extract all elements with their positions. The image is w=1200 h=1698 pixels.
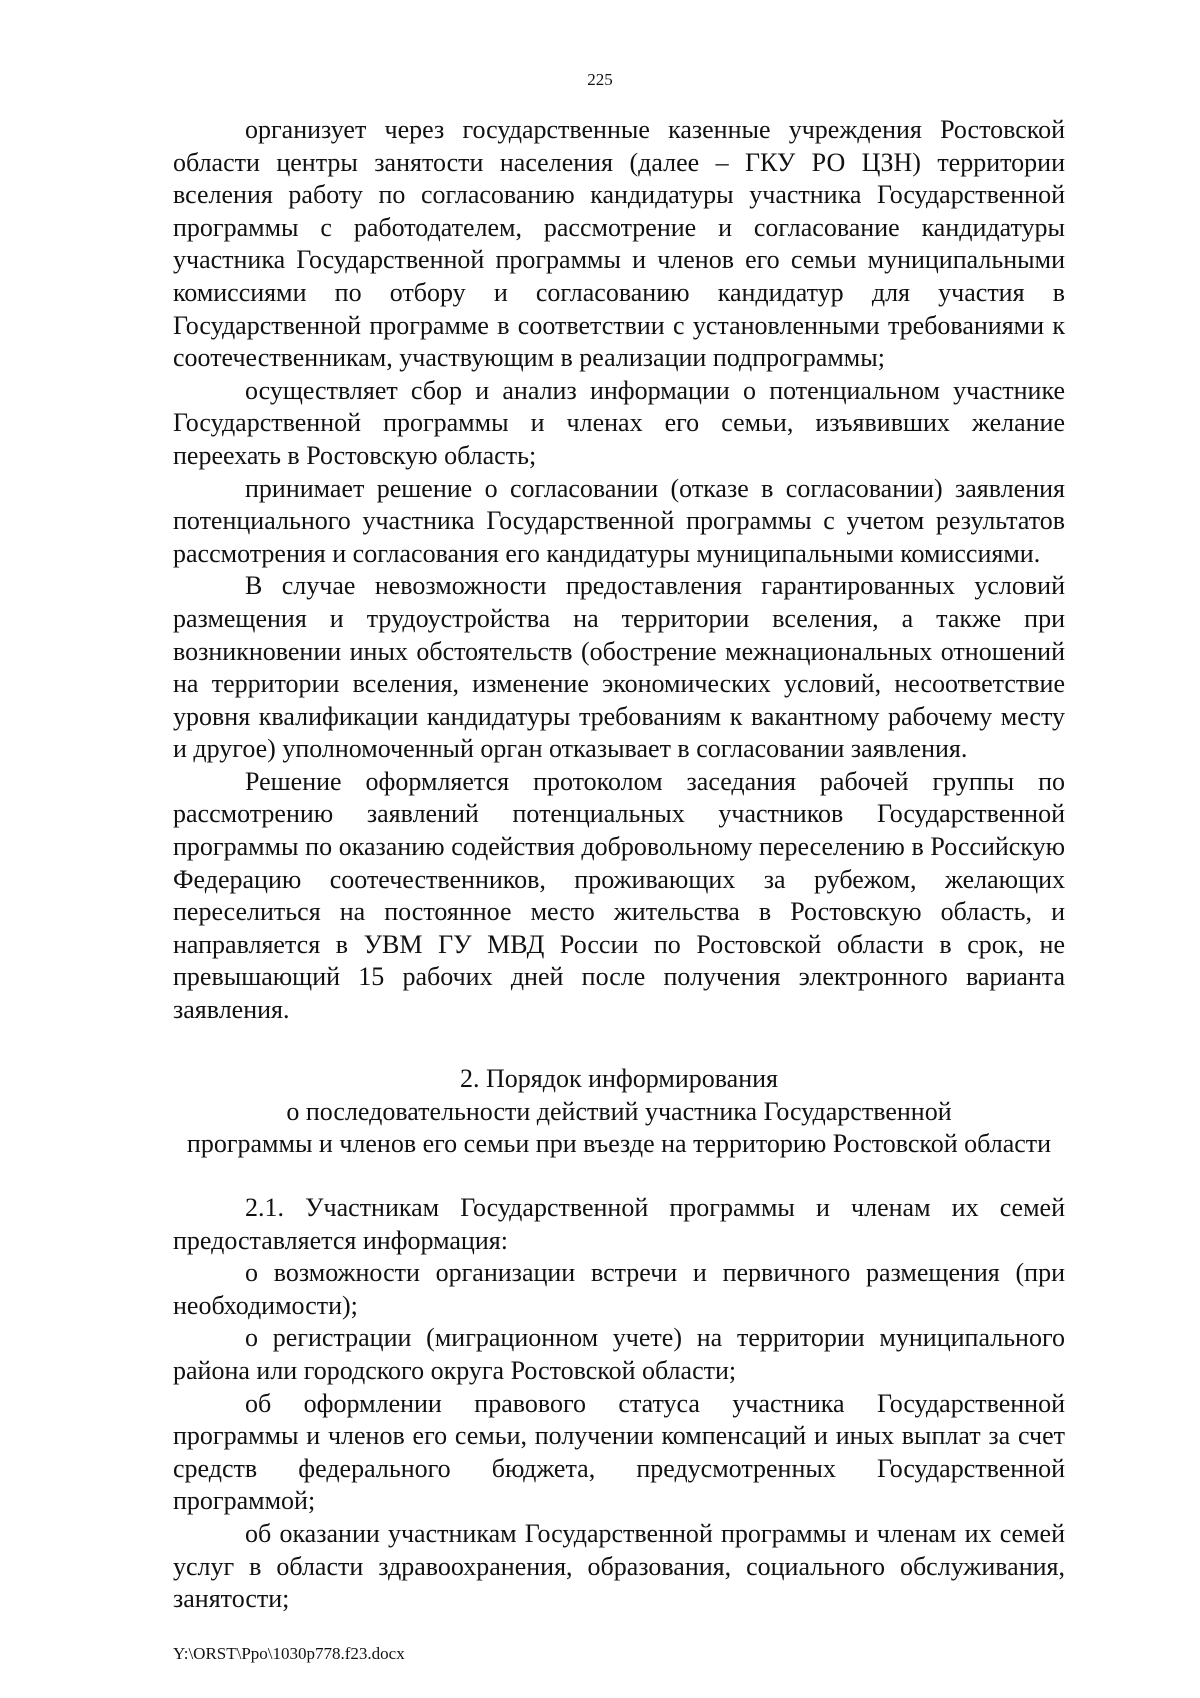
- paragraph-decision: принимает решение о согласовании (отказе в согласовании) заявления потенциального участника Государственной программы с учетом результатов рассмотрения и согласования его кандидатуры муниципальными комиссиями.: [173, 473, 1065, 568]
- page-number: 225: [587, 70, 613, 89]
- footer-file-path: Y:\ORST\Ppo\1030p778.f23.docx: [173, 1644, 405, 1663]
- paragraph-registration: о регистрации (миграционном учете) на территории муниципального района или городского округа Ростовской области;: [173, 1323, 1065, 1385]
- paragraph-collects-info: осуществляет сбор и анализ информации о потенциальном участнике Государственной программы и членах его семьи, изъявивших желание переехать в Ростовскую область;: [173, 375, 1065, 470]
- body-text-top: [173, 114, 1065, 1027]
- section-heading-line-3: программы и членов его семьи при въезде на территорию Ростовской области: [186, 1129, 1052, 1159]
- section-heading: [173, 1063, 1065, 1161]
- paragraph-2-1: 2.1. Участникам Государственной программы и членам их семей предоставляется информация:: [173, 1193, 1065, 1255]
- paragraph-legal-status: об оформлении правового статуса участника Государственной программы и членов его семьи, получении компенсаций и иных выплат за счет средств федерального бюджета, предусмотренных Государственной программой;: [173, 1388, 1065, 1516]
- paragraph-refusal: В случае невозможности предоставления гарантированных условий размещения и трудоустройства на территории вселения, а также при возникновении иных обстоятельств (обострение межнациональных отношений на территории вселения, изменение экономических условий, несоответствие уровня квалификации кандидатуры требованиям к вакантному рабочему месту и другое) уполномоченный орган отказывает в согласовании заявления.: [173, 571, 1065, 764]
- paragraph-protocol: Решение оформляется протоколом заседания рабочей группы по рассмотрению заявлений потенциальных участников Государственной программы по оказанию содействия добровольному переселению в Российскую Федерацию соотечественников, проживающих за рубежом, желающих переселиться на постоянное место жительства в Ростовскую область, и направляется в УВМ ГУ МВД России по Ростовской области в срок, не превышающий 15 рабочих дней после получения электронного варианта заявления.: [173, 766, 1065, 1025]
- paragraph-organizes: организует через государственные казенные учреждения Ростовской области центры занятости населения (далее – ГКУ РО ЦЗН) территории вселения работу по согласованию кандидатуры участника Государственной программы с работодателем, рассмотрение и согласование кандидатуры участника Государственной программы и членов его семьи муниципальными комиссиями по отбору и согласованию кандидатур для участия в Государственной программе в соответствии с установленными требованиями к соотечественникам, участвующим в реализации подпрограммы;: [173, 115, 1065, 373]
- section-heading-line-1: 2. Порядок информирования: [459, 1064, 778, 1093]
- paragraph-services: об оказании участникам Государственной программы и членам их семей услуг в области здравоохранения, образования, социального обслуживания, занятости;: [173, 1518, 1065, 1614]
- paragraph-meeting: о возможности организации встречи и первичного размещения (при необходимости);: [173, 1258, 1065, 1320]
- section-heading-line-2: о последовательности действий участника Государственной: [286, 1096, 952, 1126]
- body-text-bottom: [173, 1192, 1065, 1616]
